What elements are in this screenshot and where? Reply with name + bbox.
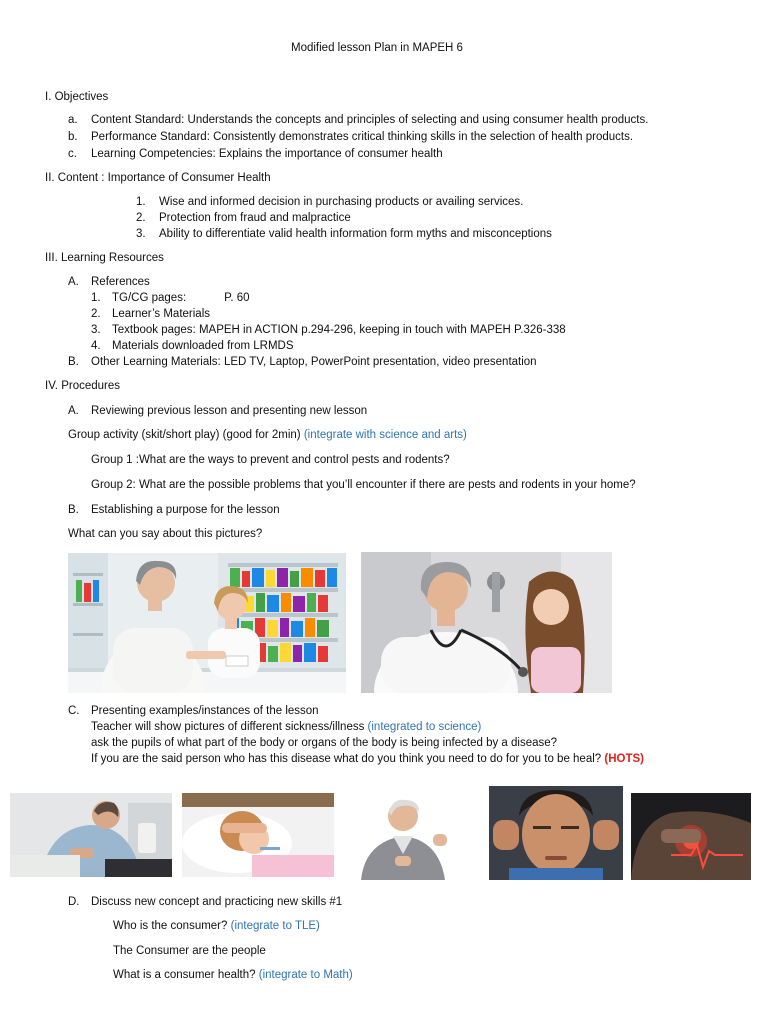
page-title: Modified lesson Plan in MAPEH 6 [291,42,463,54]
stomach-pain-photo [10,793,172,877]
procedure-c-line2: Teacher will show pictures of different sickness/illness (integrated to science) [91,721,482,733]
procedure-c-line3: ask the pupils of what part of the body or organs of the body is being infected by a disease? [91,737,558,749]
procedure-b: B. Establishing a purpose for the lesson [68,504,280,516]
resources-a: A. References [68,276,150,288]
integration-note: (integrate with science and arts) [303,429,467,441]
pharmacy-photo [68,553,346,693]
fever-child-photo [182,793,334,877]
content-item: 2. Protection from fraud and malpractice [136,212,351,224]
reference-item: 1. TG/CG pages: P. 60 [91,292,250,304]
objective-item: b. Performance Standard: Consistently demonstrates critical thinking skills in the selection of health products. [68,131,634,143]
group-activity: Group activity (skit/short play) (good for 2min) (integrate with science and arts) [68,429,467,441]
consumer-answer: The Consumer are the people [113,945,266,957]
objective-item: a. Content Standard: Understands the concepts and principles of selecting and using consumer health products. [68,114,649,126]
section-content-heading: II. Content : Importance of Consumer Health [45,172,271,184]
consumer-question: Who is the consumer? (integrate to TLE) [113,920,320,932]
resources-b: B. Other Learning Materials: LED TV, Laptop, PowerPoint presentation, video presentation [68,356,537,368]
procedure-a: A. Reviewing previous lesson and presenting new lesson [68,405,368,417]
group-2-question: Group 2: What are the possible problems that you’ll encounter if there are pests and rodents in your home? [91,479,636,491]
procedure-d: D. Discuss new concept and practicing new skills #1 [68,896,343,908]
integration-note: (integrated to science) [367,721,482,733]
consumer-health-question: What is a consumer health? (integrate to Math) [113,969,353,981]
headache-photo [489,786,623,880]
procedure-c-line4: If you are the said person who has this disease what do you think you need to do for you to be heal? (HOTS) [91,753,644,765]
heart-attack-photo [631,793,751,880]
section-objectives-heading: I. Objectives [45,91,109,103]
content-item: 1. Wise and informed decision in purchasing products or availing services. [136,196,524,208]
objective-item: c. Learning Competencies: Explains the importance of consumer health [68,148,443,160]
reference-item: 4. Materials downloaded from LRMDS [91,340,294,352]
group-1-question: Group 1 :What are the ways to prevent and control pests and rodents? [91,454,450,466]
hots-note: (HOTS) [604,753,644,765]
reference-item: 3. Textbook pages: MAPEH in ACTION p.294-296, keeping in touch with MAPEH P.326-338 [91,324,566,336]
reference-item: 2. Learner’s Materials [91,308,211,320]
pictures-question: What can you say about this pictures? [68,528,263,540]
content-item: 3. Ability to differentiate valid health information form myths and misconceptions [136,228,552,240]
integration-note: (integrate to Math) [258,969,353,981]
section-procedures-heading: IV. Procedures [45,380,121,392]
section-resources-heading: III. Learning Resources [45,252,164,264]
doctor-checkup-photo [361,552,612,693]
procedure-c: C. Presenting examples/instances of the lesson [68,705,319,717]
integration-note: (integrate to TLE) [230,920,320,932]
chest-pain-man-photo [343,794,470,880]
